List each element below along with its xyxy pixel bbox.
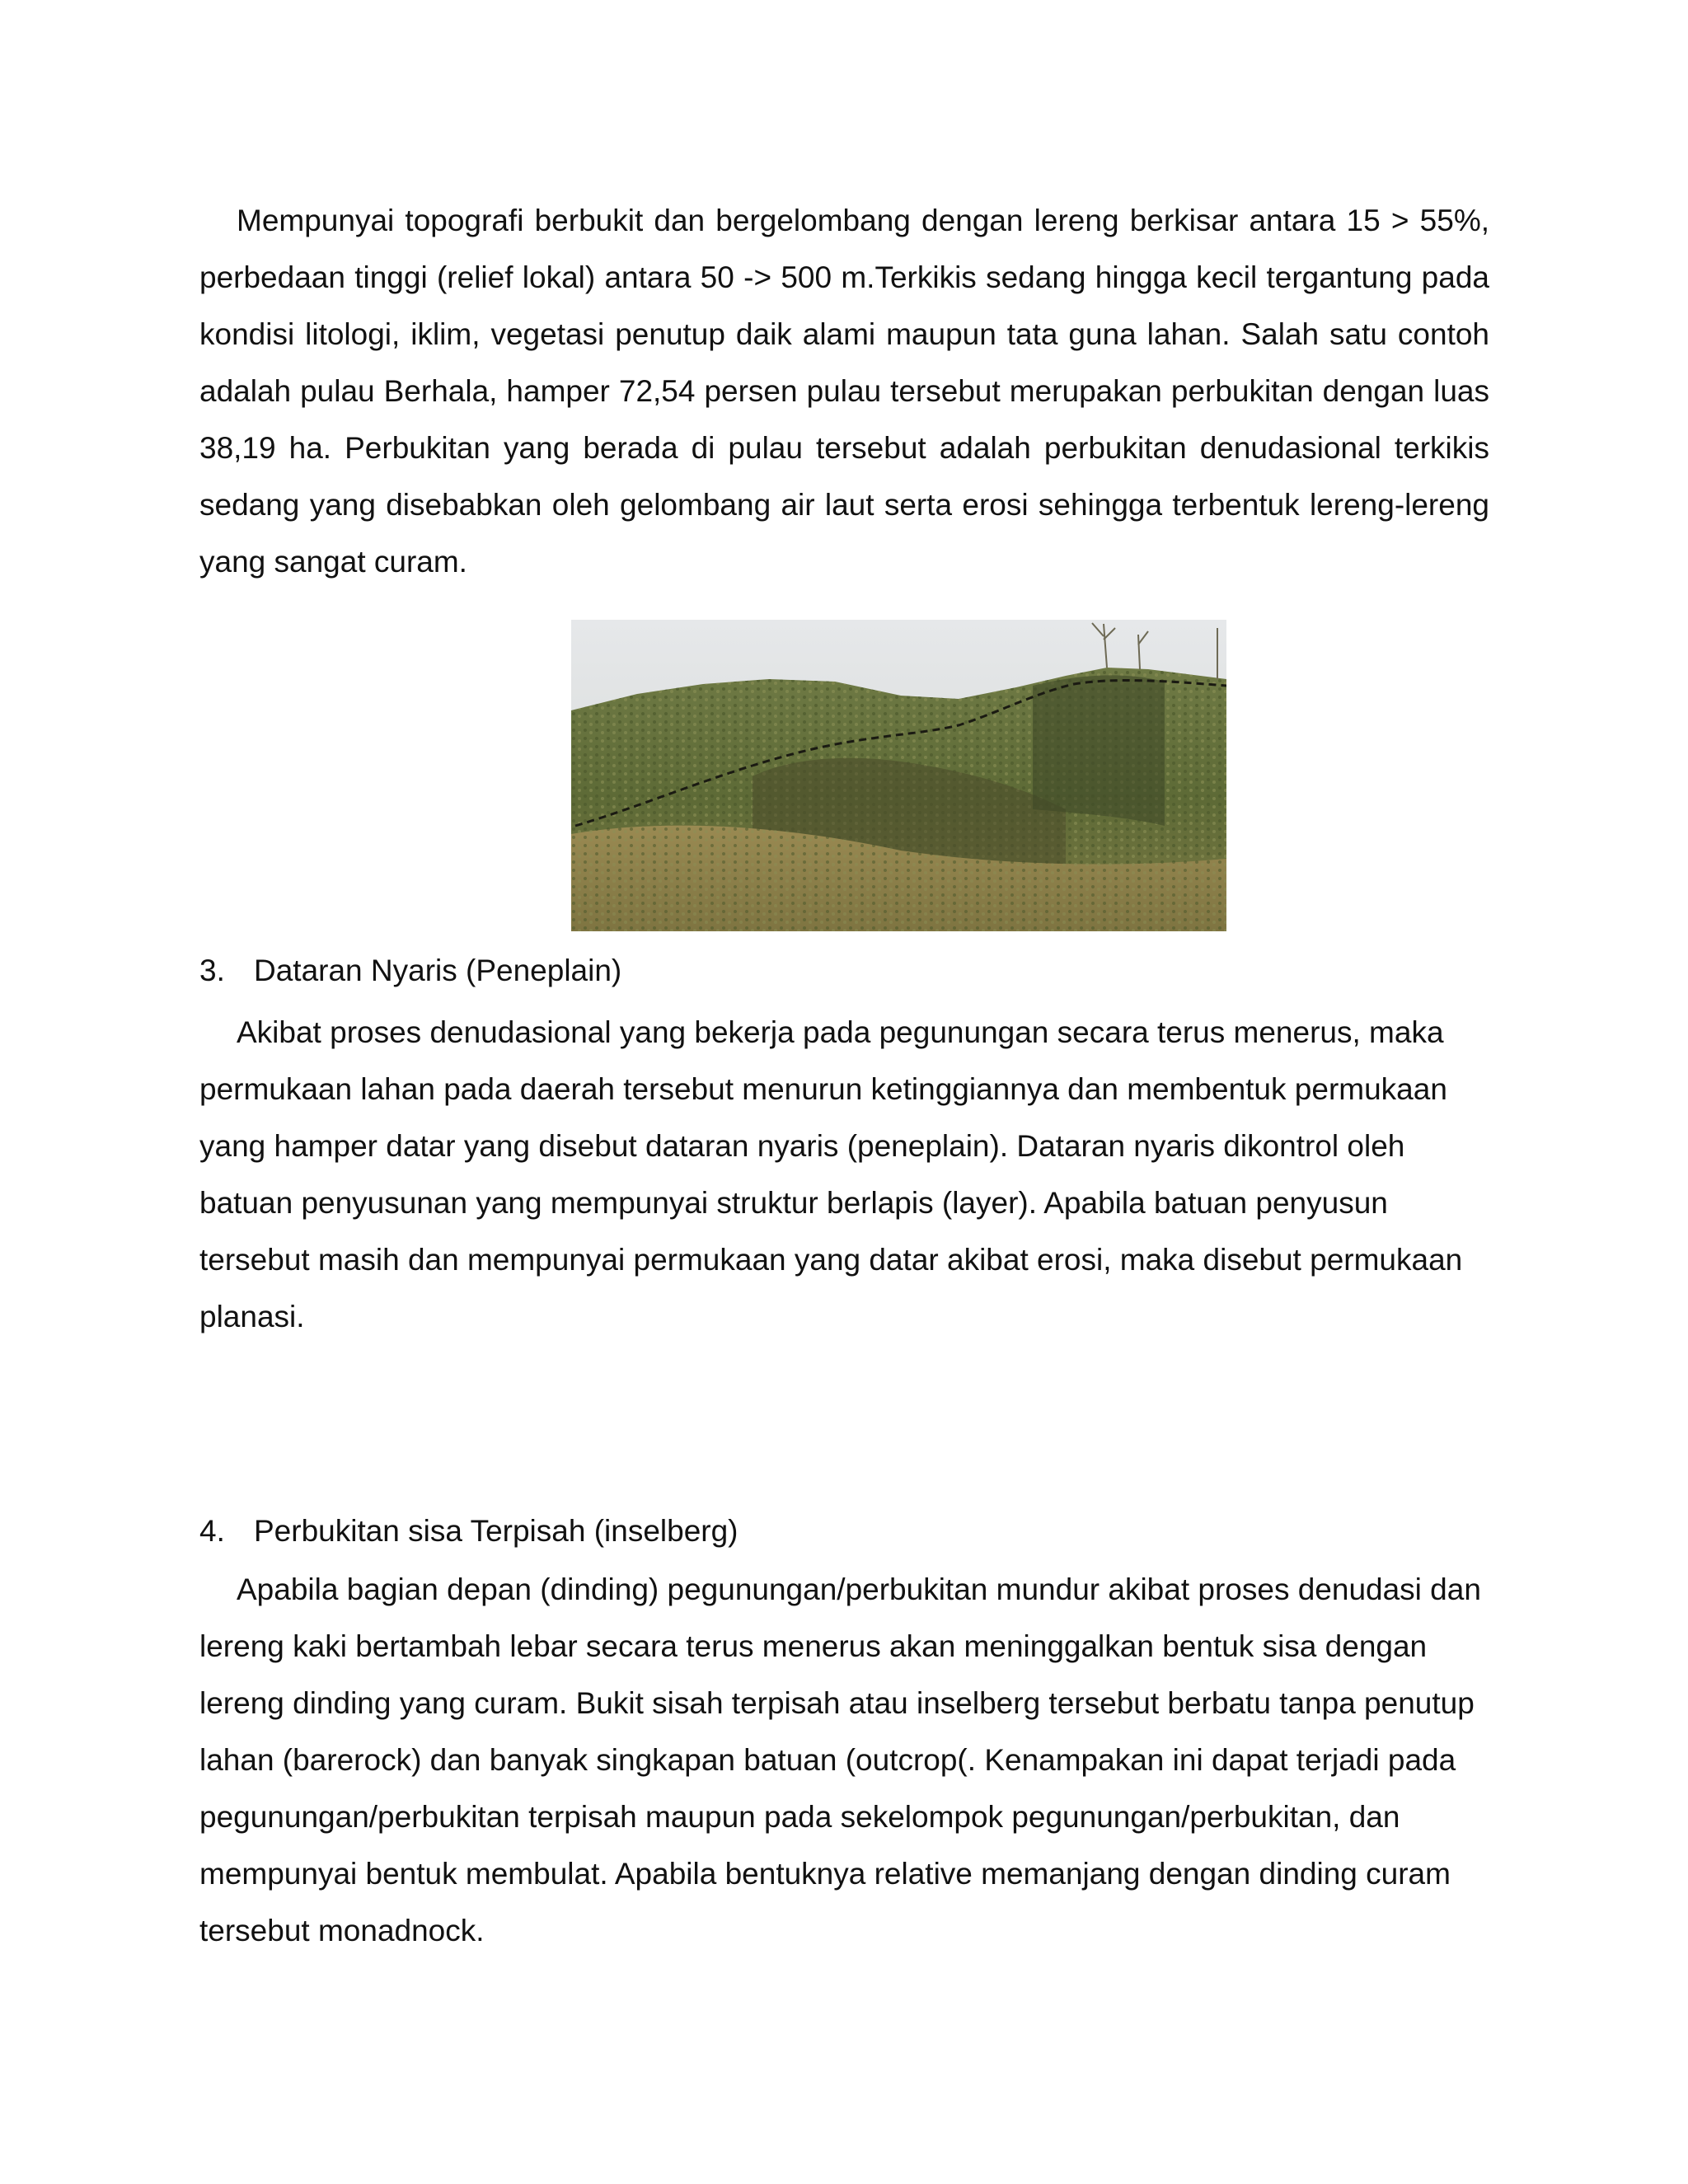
section-3-title: Dataran Nyaris (Peneplain)	[254, 954, 622, 987]
section-4-number: 4.	[199, 1514, 225, 1548]
section-3-number: 3.	[199, 954, 225, 987]
section-3-heading	[199, 950, 621, 991]
section-3-body: Akibat proses denudasional yang bekerja pada pegunungan secara terus menerus, maka permukaan lahan pada daerah tersebut menurun ketinggiannya dan membentuk permukaan yang hamper datar yang disebut dataran nyaris (peneplain). Dataran nyaris dikontrol oleh batuan penyusunan yang mempunyai struktur berlapis (layer). Apabila batuan penyusun tersebut masih dan mempunyai permukaan yang datar akibat erosi, maka disebut permukaan planasi.	[199, 1015, 1463, 1333]
intro-paragraph: Mempunyai topografi berbukit dan bergelombang dengan lereng berkisar antara 15 > 55%, perbedaan tinggi (relief lokal) antara 50 -> 500 m.Terkikis sedang hingga kecil tergantung pada kondisi litologi, iklim, vegetasi penutup daik alami maupun tata guna lahan. Salah satu contoh adalah pulau Berhala, hamper 72,54 persen pulau tersebut merupakan perbukitan dengan luas 38,19 ha. Perbukitan yang berada di pulau tersebut adalah perbukitan denudasional terkikis sedang yang disebabkan oleh gelombang air laut serta erosi sehingga terbentuk lereng-lereng yang sangat curam.	[199, 204, 1489, 579]
section-4-title: Perbukitan sisa Terpisah (inselberg)	[254, 1514, 738, 1548]
hillside-photo	[571, 620, 1226, 931]
section-4-heading	[199, 1511, 738, 1552]
section-4-body: Apabila bagian depan (dinding) pegunungan/perbukitan mundur akibat proses denudasi dan lereng kaki bertambah lebar secara terus menerus akan meninggalkan bentuk sisa dengan lereng dinding yang curam. Bukit sisah terpisah atau inselberg tersebut berbatu tanpa penutup lahan (barerock) dan banyak singkapan batuan (outcrop(. Kenampakan ini dapat terjadi pada pegunungan/perbukitan terpisah maupun pada sekelompok pegunungan/perbukitan, dan mempunyai bentuk membulat. Apabila bentuknya relative memanjang dengan dinding curam tersebut monadnock.	[199, 1572, 1481, 1947]
